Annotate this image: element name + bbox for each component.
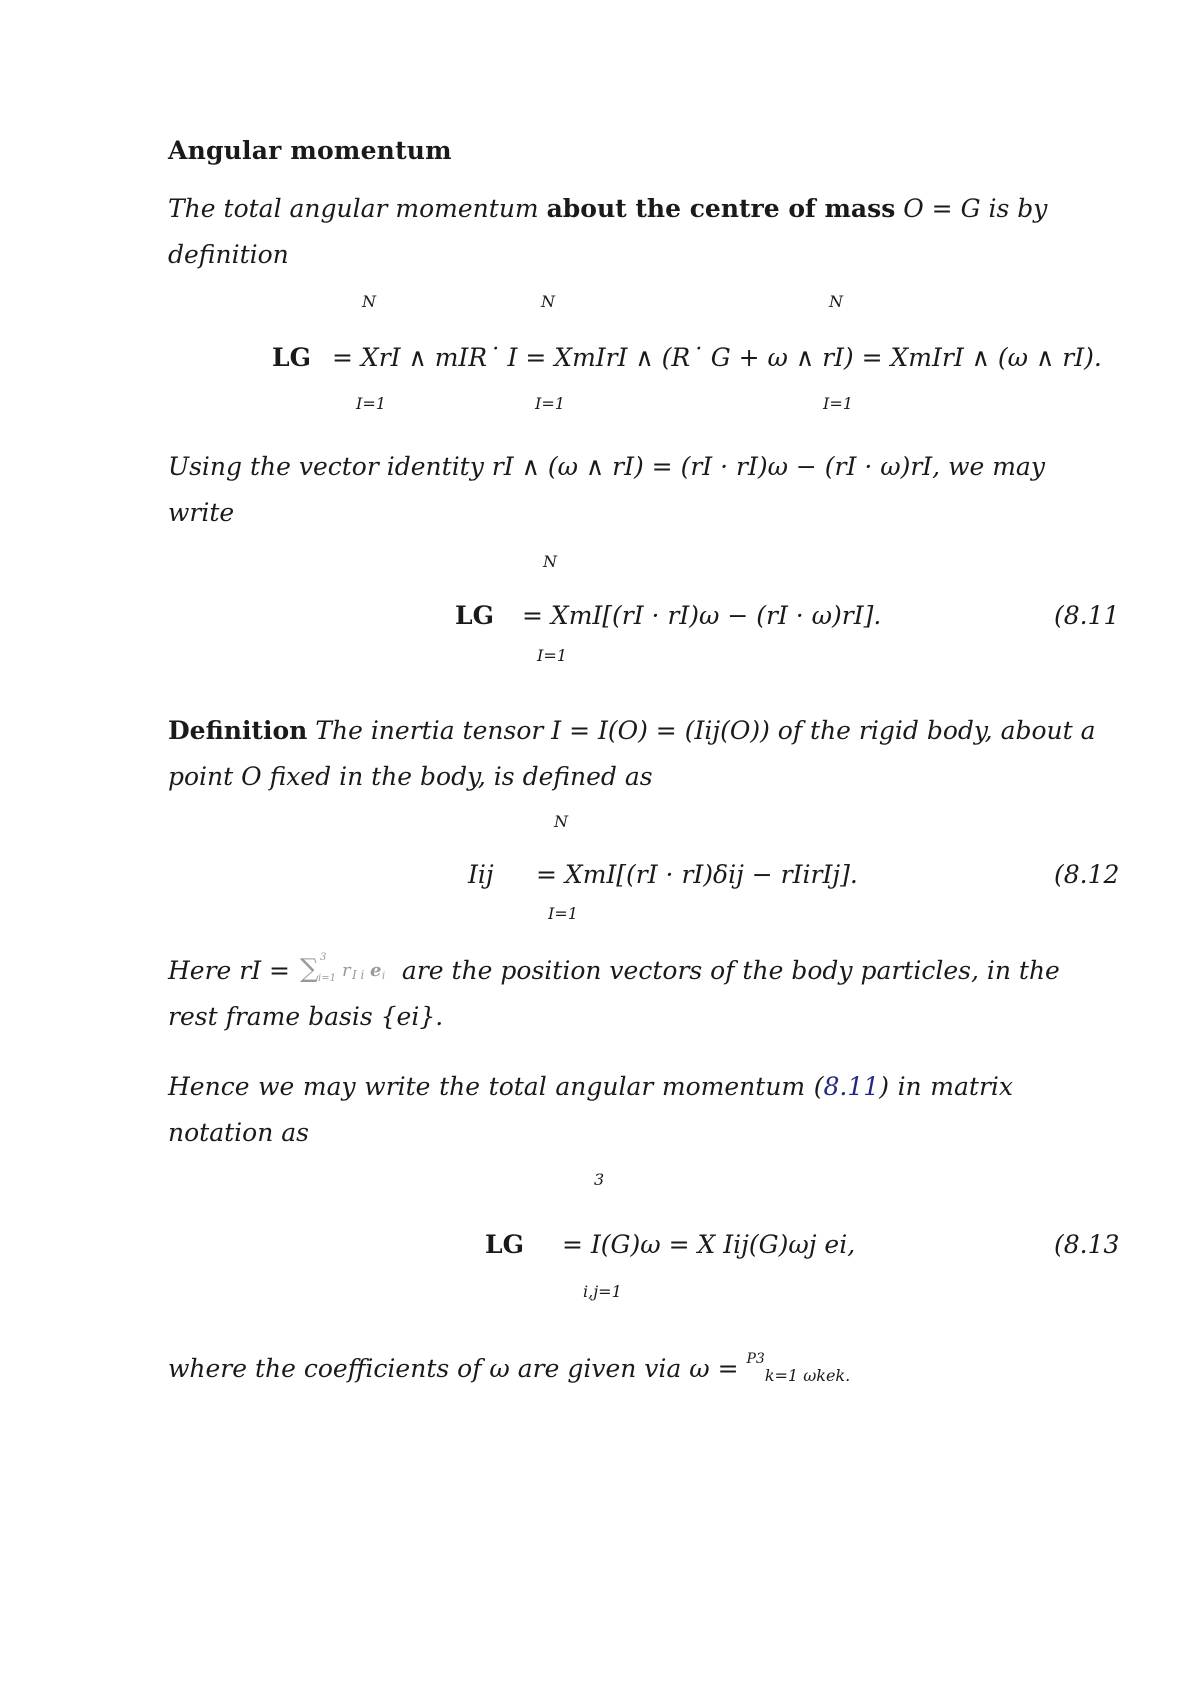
where-line <box>168 1344 850 1398</box>
eq2-lhs: LG <box>455 601 494 630</box>
eq2-number: (8.11 <box>1054 601 1120 630</box>
inline-sum-expression <box>298 951 394 985</box>
where-sum-body: k=1 ωkek. <box>764 1366 851 1385</box>
intro-text-a: The total angular momentum <box>168 194 539 223</box>
identity-line-2: write <box>168 498 235 527</box>
eq4-rhs: = I(G)ω = X Iij(G)ωj ei, <box>562 1230 856 1259</box>
hence-text-b: ) in matrix <box>879 1072 1013 1101</box>
svg-text:r: r <box>341 960 351 981</box>
definition-label: Definition <box>168 716 308 745</box>
eq4-number: (8.13 <box>1054 1230 1120 1259</box>
eq4-lhs: LG <box>485 1230 524 1259</box>
definition-line-1 <box>168 706 1096 756</box>
here-text-a: Here rI = <box>168 956 298 985</box>
eq3-lhs: Iij <box>468 860 494 889</box>
here-line-1 <box>168 946 1060 996</box>
eq3-upper-limit: N <box>554 812 568 831</box>
eq2-lower-limit: I=1 <box>537 646 567 665</box>
hence-text-a: Hence we may write the total angular momentum ( <box>168 1072 824 1101</box>
intro-text-b: O = G is by <box>903 194 1048 223</box>
identity-line-1: Using the vector identity rI ∧ (ω ∧ rI) = (rI · rI)ω − (rI · ω)rI, we may <box>168 452 1045 481</box>
eq1-rhs: = XrI ∧ mIR˙ I = XmIrI ∧ (R˙ G + ω ∧ rI) = XmIrI ∧ (ω ∧ rI). <box>332 343 1102 372</box>
equation-reference-link[interactable]: 8.11 <box>823 1072 880 1101</box>
definition-text: The inertia tensor I = I(O) = (Iij(O)) of the rigid body, about a <box>315 716 1096 745</box>
svg-text:i: i <box>381 971 386 982</box>
svg-text:3: 3 <box>319 952 327 963</box>
where-sum-symbol: P3 <box>746 1351 765 1367</box>
eq2-upper-limit: N <box>543 552 557 571</box>
eq1-upper-limit-1: N <box>362 292 376 311</box>
intro-text-bold: about the centre of mass <box>546 194 896 223</box>
intro-line-1 <box>168 184 1048 234</box>
hence-line-1 <box>168 1062 1013 1112</box>
eq3-rhs: = XmI[(rI · rI)δij − rIirIj]. <box>536 860 858 889</box>
eq4-lower-limit: i,j=1 <box>583 1282 622 1301</box>
eq1-upper-limit-2: N <box>541 292 555 311</box>
section-title: Angular momentum <box>168 136 452 165</box>
eq4-upper-limit: 3 <box>594 1170 605 1189</box>
eq3-number: (8.12 <box>1054 860 1120 889</box>
eq3-lower-limit: I=1 <box>548 904 578 923</box>
here-text-b: are the position vectors of the body particles, in the <box>401 956 1060 985</box>
eq1-lower-limit-3: I=1 <box>823 394 853 413</box>
eq2-rhs: = XmI[(rI · rI)ω − (rI · ω)rI]. <box>522 601 882 630</box>
hence-line-2: notation as <box>168 1118 309 1147</box>
svg-text:i=1: i=1 <box>317 973 336 984</box>
svg-text:I i: I i <box>351 968 365 982</box>
intro-line-2: definition <box>168 240 289 269</box>
where-text: where the coefficients of ω are given via ω = <box>168 1354 747 1383</box>
definition-line-2: point O fixed in the body, is defined as <box>168 762 653 791</box>
svg-text:e: e <box>369 960 382 981</box>
eq1-lhs: LG <box>272 343 311 372</box>
here-line-2: rest frame basis {ei}. <box>168 1002 444 1031</box>
eq1-lower-limit-1: I=1 <box>356 394 386 413</box>
eq1-lower-limit-2: I=1 <box>535 394 565 413</box>
svg-text:∑: ∑ <box>299 954 319 984</box>
eq1-upper-limit-3: N <box>829 292 843 311</box>
